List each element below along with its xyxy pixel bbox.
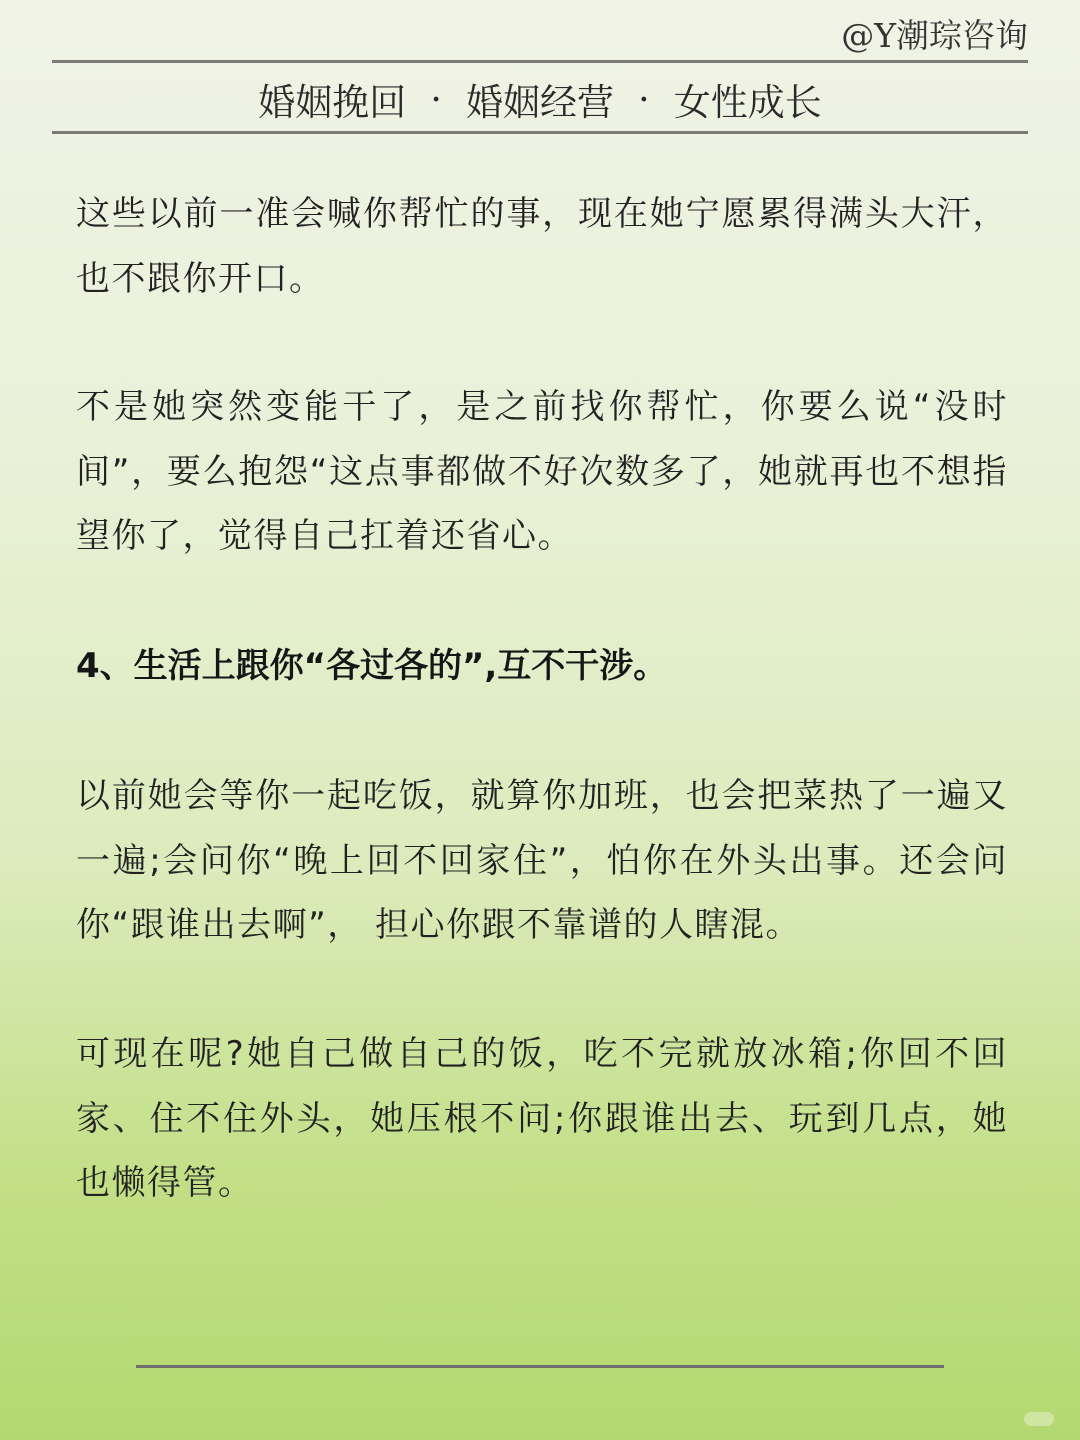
topic-marriage-management: 婚姻经营 [466, 81, 614, 124]
paragraph: 可现在呢?她自己做自己的饭，吃不完就放冰箱;你回不回家、住不住外头，她压根不问;你跟谁出去、玩到几点，她也懒得管。 [76, 1034, 1008, 1203]
paragraph: 不是她突然变能干了，是之前找你帮忙，你要么说“没时间”，要么抱怨“这点事都做不好次数多了，她就再也不想指望你了，觉得自己扛着还省心。 [76, 387, 1008, 556]
footer-divider [136, 1365, 944, 1368]
paragraph: 这些以前一准会喊你帮忙的事，现在她宁愿累得满头大汗，也不跟你开口。 [76, 194, 1008, 299]
topic-header [52, 70, 1028, 128]
topic-separator: · [430, 77, 442, 121]
topic-separator: · [638, 77, 650, 121]
section-heading: 4、生活上跟你“各过各的”,互不干涉。 [76, 646, 668, 686]
topic-female-growth: 女性成长 [673, 81, 822, 124]
paragraph: 以前她会等你一起吃饭，就算你加班，也会把菜热了一遍又一遍;会问你“晚上回不回家住”，怕你在外头出事。还会问你“跟谁出去啊”， 担心你跟不靠谱的人瞎混。 [76, 776, 1008, 945]
topic-marriage-recovery: 婚姻挽回 [258, 81, 407, 124]
corner-mark [1024, 1412, 1054, 1426]
author-watermark: @Y潮琮咨询 [841, 16, 1028, 55]
header-bottom-divider [52, 131, 1028, 134]
header-top-divider [52, 60, 1028, 63]
